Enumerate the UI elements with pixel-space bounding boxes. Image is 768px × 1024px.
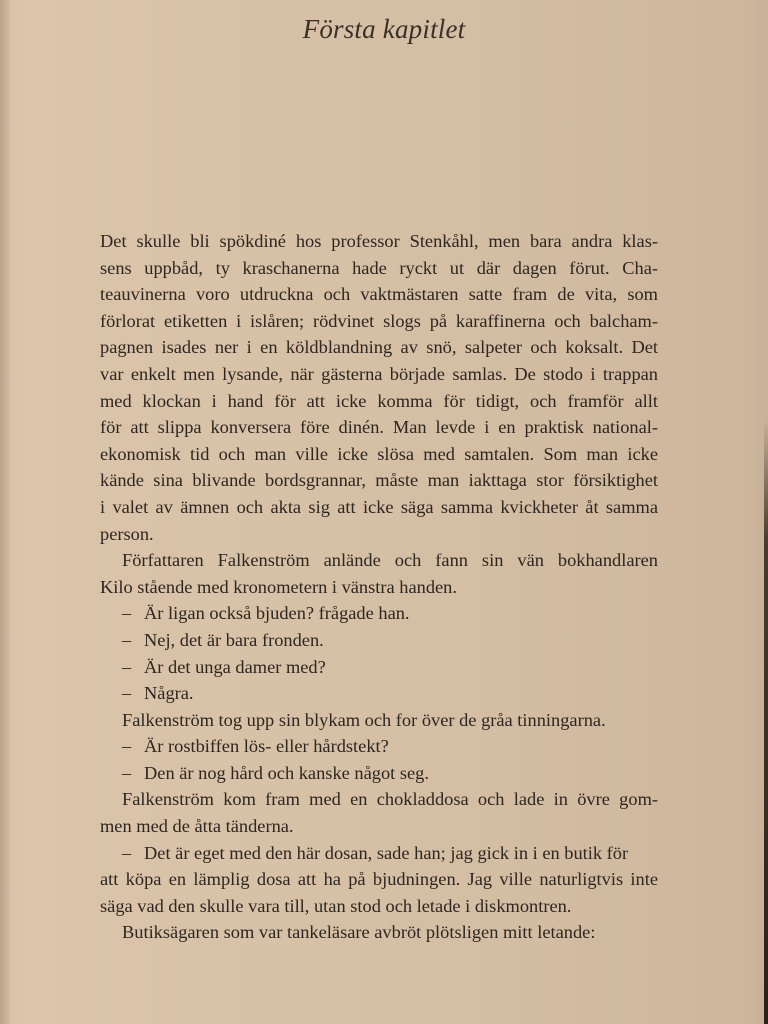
text-line: person. <box>100 523 154 544</box>
dialogue-text: Det är eget med den här dosan, sade han; jag gick in i en butik för <box>144 842 629 863</box>
text-line: förlorat etiketten i islåren; rödvinet slogs på karaffinerna och balcham- <box>100 310 658 331</box>
dialogue-line <box>100 733 658 760</box>
text-line: sens uppbåd, ty kraschanerna hade ryckt ut där dagen förut. Cha- <box>100 257 658 278</box>
dialogue-line <box>100 600 658 627</box>
text-line: pagnen isades ner i en köldblandning av snö, salpeter och koksalt. Det <box>100 337 658 358</box>
text-line: Falkenström tog upp sin blykam och for över de gråa tinningarna. <box>122 709 606 730</box>
text-line: för att slippa konversera före dinén. Man levde i en praktisk national- <box>100 417 658 438</box>
text-line: Falkenström kom fram med en chokladdosa och lade in övre gom- <box>122 789 658 810</box>
dialogue-line <box>100 760 658 787</box>
dialogue-dash: – <box>122 656 132 677</box>
text-line: med klockan i hand för att icke komma för tidigt, och framför allt <box>100 390 658 411</box>
dialogue-text: Är ligan också bjuden? frågade han. <box>144 603 410 624</box>
dialogue-dash: – <box>122 629 132 650</box>
dialogue-line <box>100 654 658 681</box>
dialogue-text: Några. <box>144 683 194 704</box>
dialogue-line <box>100 680 658 707</box>
dialogue-dash: – <box>122 683 132 704</box>
text-line: men med de åtta tänderna. <box>100 816 294 837</box>
dialogue-text: Nej, det är bara fronden. <box>144 629 324 650</box>
dialogue-dash: – <box>122 603 132 624</box>
dialogue-dash: – <box>122 736 132 757</box>
text-line: Kilo stående med kronometern i vänstra handen. <box>100 576 457 597</box>
body-text <box>100 228 658 946</box>
text-line: Det skulle bli spökdiné hos professor Stenkåhl, men bara andra klas- <box>100 231 658 251</box>
text-line: ekonomisk tid och man ville icke slösa med samtalen. Som man icke <box>100 443 658 464</box>
dialogue-text: Den är nog hård och kanske något seg. <box>144 762 429 783</box>
chapter-title: Första kapitlet <box>302 14 466 44</box>
dialogue-line <box>100 840 658 867</box>
text-line: att köpa en lämplig dosa att ha på bjudningen. Jag ville naturligtvis inte <box>100 869 658 890</box>
text-line: säga vad den skulle vara till, utan stod och letade i diskmontren. <box>100 895 572 916</box>
text-line: i valet av ämnen och akta sig att icke säga samma kvickheter åt samma <box>100 496 658 517</box>
text-line: var enkelt men lysande, när gästerna började samlas. De stodo i trappan <box>100 363 658 384</box>
text-line: kände sina blivande bordsgrannar, måste man iakttaga stor försiktighet <box>100 470 658 491</box>
text-line: Författaren Falkenström anlände och fann sin vän bokhandlaren <box>122 550 658 571</box>
page-edge-shadow <box>764 420 768 1024</box>
dialogue-dash: – <box>122 842 132 863</box>
text-line: teauvinerna voro utdruckna och vaktmästaren satte fram de vita, som <box>100 284 658 305</box>
dialogue-dash: – <box>122 762 132 783</box>
text-line: Butiksägaren som var tankeläsare avbröt plötsligen mitt letande: <box>122 922 596 943</box>
dialogue-text: Är det unga damer med? <box>144 656 326 677</box>
dialogue-text: Är rostbiffen lös- eller hårdstekt? <box>144 736 389 757</box>
page-gutter-shadow <box>0 0 10 1024</box>
dialogue-line <box>100 627 658 654</box>
